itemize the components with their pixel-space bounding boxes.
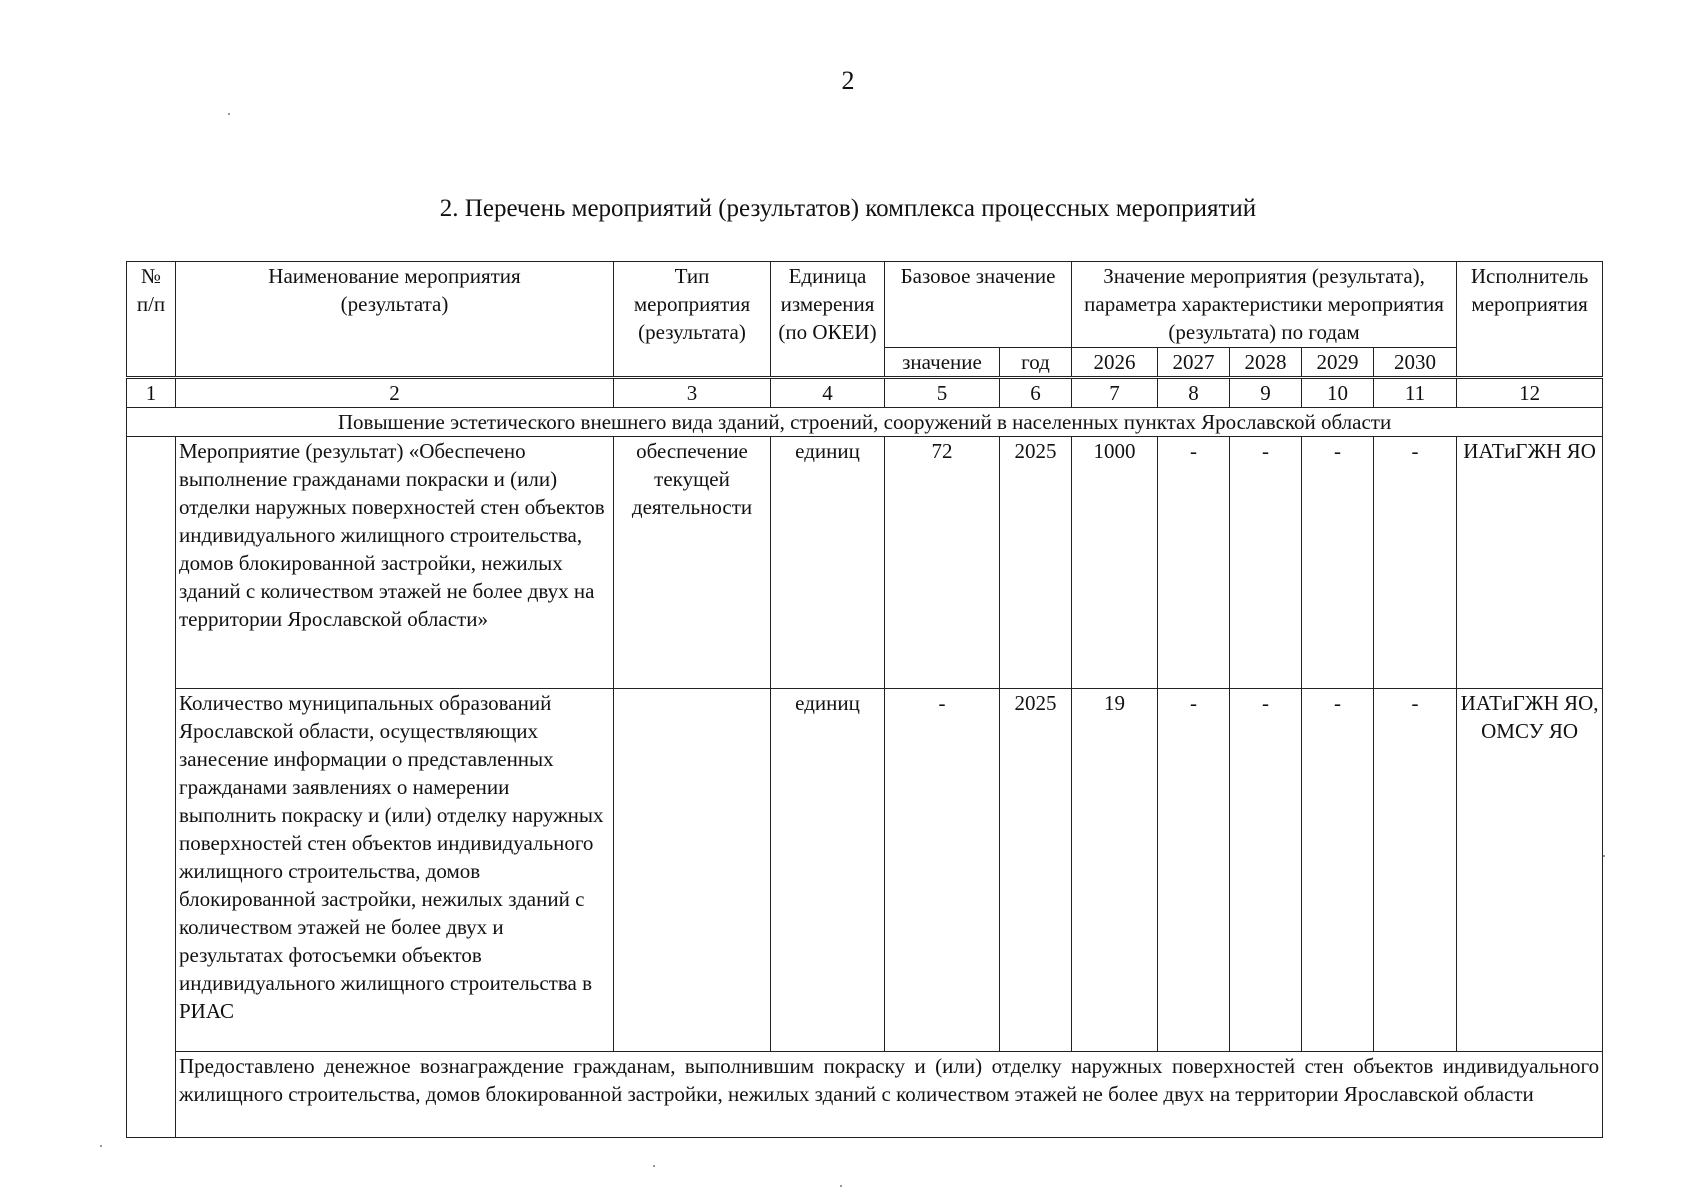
- measure-name: Количество муниципальных образований Ярославской области, осуществляющих занесение информации о представленных гражданами заявлениях о намерении выполнить покраску и (или) отделку наружных поверхностей стен объектов индивидуального жилищного строительства, домов блокированной застройки, нежилых зданий с количеством этажей не более двух и результатах фотосъемки объектов индивидуального жилищного строительства в РИАС: [176, 689, 614, 1052]
- base-value: -: [885, 689, 1000, 1052]
- year-value: -: [1158, 689, 1230, 1052]
- year-value: -: [1230, 437, 1302, 689]
- header-executor: Исполнитель мероприятия: [1457, 262, 1603, 378]
- year-value: -: [1302, 689, 1374, 1052]
- measure-unit: единиц: [771, 689, 885, 1052]
- section-title: Повышение эстетического внешнего вида зданий, строений, сооружений в населенных пунктах Ярославской области: [127, 408, 1603, 437]
- page-number: 2: [841, 66, 855, 95]
- header-num: № п/п: [127, 262, 176, 378]
- scan-speck: [1603, 855, 1605, 857]
- header-base: Базовое значение: [885, 262, 1072, 348]
- scan-speck: [840, 1185, 842, 1187]
- column-number: 4: [771, 378, 885, 408]
- scan-speck: [653, 1165, 655, 1167]
- header-unit: Единица измерения (по ОКЕИ): [771, 262, 885, 378]
- base-value: 72: [885, 437, 1000, 689]
- column-number: 11: [1374, 378, 1457, 408]
- year-value: -: [1374, 437, 1457, 689]
- header-year: 2030: [1374, 348, 1457, 378]
- year-value: -: [1374, 689, 1457, 1052]
- document-heading: 2. Перечень мероприятий (результатов) комплекса процессных мероприятий: [439, 195, 1257, 222]
- row-num-cell: [127, 437, 176, 1138]
- measure-executor: ИАТиГЖН ЯО: [1457, 437, 1603, 689]
- section-row: [127, 408, 1603, 437]
- column-number: 5: [885, 378, 1000, 408]
- measure-type: [614, 689, 771, 1052]
- measure-unit: единиц: [771, 437, 885, 689]
- column-number: 6: [1000, 378, 1072, 408]
- note-text: Предоставлено денежное вознаграждение гражданам, выполнившим покраску и (или) отделку наружных поверхностей стен объектов индивидуального жилищного строительства, домов блокированной застройки, нежилых зданий с количеством этажей не более двух на территории Ярославской области: [176, 1052, 1603, 1138]
- base-year: 2025: [1000, 437, 1072, 689]
- base-year: 2025: [1000, 689, 1072, 1052]
- header-name: Наименование мероприятия (результата): [176, 262, 614, 378]
- header-year: 2028: [1230, 348, 1302, 378]
- year-value: 1000: [1072, 437, 1158, 689]
- column-number: 3: [614, 378, 771, 408]
- measure-name: Мероприятие (результат) «Обеспечено выполнение гражданами покраски и (или) отделки наружных поверхностей стен объектов индивидуального жилищного строительства, домов блокированной застройки, нежилых зданий с количеством этажей не более двух на территории Ярославской области»: [176, 437, 614, 689]
- header-type: Тип мероприятия (результата): [614, 262, 771, 378]
- scan-speck: [228, 113, 230, 115]
- header-values-by-year: Значение мероприятия (результата), параметра характеристики мероприятия (результата) по годам: [1072, 262, 1457, 348]
- table-row: [127, 437, 1603, 689]
- column-number: 1: [127, 378, 176, 408]
- measure-type: обеспечение текущей деятельности: [614, 437, 771, 689]
- column-number: 7: [1072, 378, 1158, 408]
- header-base-value: значение: [885, 348, 1000, 378]
- header-row: [127, 262, 1603, 348]
- year-value: -: [1302, 437, 1374, 689]
- table-row: [127, 689, 1603, 1052]
- header-year: 2027: [1158, 348, 1230, 378]
- measure-executor: ИАТиГЖН ЯО, ОМСУ ЯО: [1457, 689, 1603, 1052]
- column-number: 12: [1457, 378, 1603, 408]
- note-row: [127, 1052, 1603, 1138]
- column-number: 2: [176, 378, 614, 408]
- column-number: 9: [1230, 378, 1302, 408]
- year-value: -: [1230, 689, 1302, 1052]
- measures-table: [126, 261, 1603, 1138]
- column-numbers-row: [127, 378, 1603, 408]
- scan-speck: [100, 1145, 102, 1147]
- year-value: -: [1158, 437, 1230, 689]
- header-base-year: год: [1000, 348, 1072, 378]
- year-value: 19: [1072, 689, 1158, 1052]
- header-year: 2026: [1072, 348, 1158, 378]
- column-number: 8: [1158, 378, 1230, 408]
- column-number: 10: [1302, 378, 1374, 408]
- header-year: 2029: [1302, 348, 1374, 378]
